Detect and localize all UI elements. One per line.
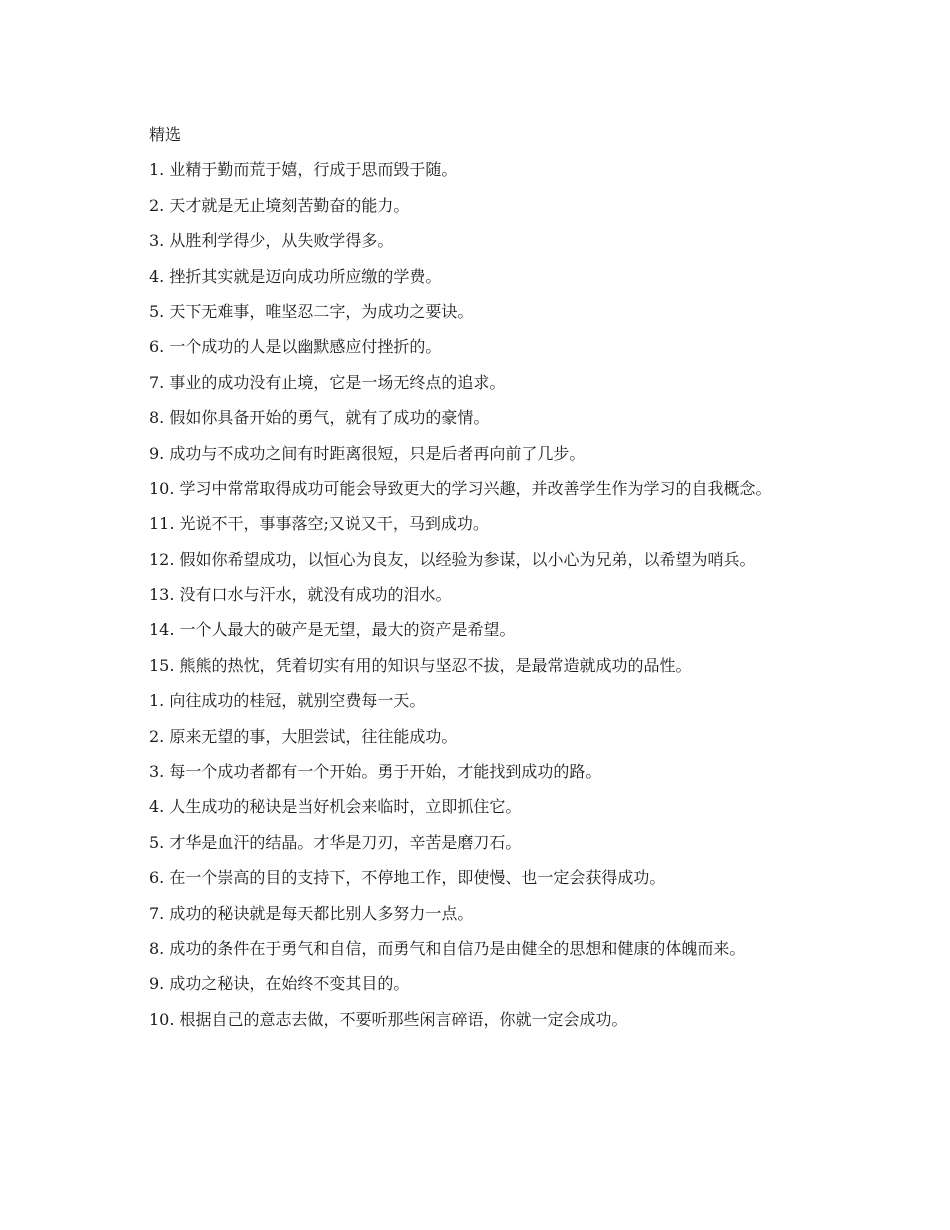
quote-item: 14. 一个人最大的破产是无望，最大的资产是希望。 <box>149 620 516 640</box>
quote-item: 4. 人生成功的秘诀是当好机会来临时，立即抓住它。 <box>149 797 522 817</box>
quote-item: 13. 没有口水与汗水，就没有成功的泪水。 <box>149 585 452 605</box>
quote-item: 10. 学习中常常取得成功可能会导致更大的学习兴趣，并改善学生作为学习的自我概念。 <box>149 478 772 498</box>
quote-item: 11. 光说不干，事事落空;又说又干，马到成功。 <box>149 514 489 534</box>
quote-item: 10. 根据自己的意志去做，不要听那些闲言碎语，你就一定会成功。 <box>149 1009 628 1029</box>
quote-item: 7. 事业的成功没有止境，它是一场无终点的追求。 <box>149 372 506 392</box>
quote-item: 15. 熊熊的热忱，凭着切实有用的知识与坚忍不拔，是最常造就成功的品性。 <box>149 655 692 675</box>
quote-item: 2. 原来无望的事，大胆尝试，往往能成功。 <box>149 726 458 746</box>
quote-item: 9. 成功之秘诀，在始终不变其目的。 <box>149 974 410 994</box>
quote-item: 6. 一个成功的人是以幽默感应付挫折的。 <box>149 337 442 357</box>
quote-item: 8. 成功的条件在于勇气和自信，而勇气和自信乃是由健全的思想和健康的体魄而来。 <box>149 938 746 958</box>
quote-item: 4. 挫折其实就是迈向成功所应缴的学费。 <box>149 266 442 286</box>
quote-item: 9. 成功与不成功之间有时距离很短，只是后者再向前了几步。 <box>149 443 586 463</box>
quote-item: 3. 每一个成功者都有一个开始。勇于开始，才能找到成功的路。 <box>149 762 602 782</box>
quote-item: 8. 假如你具备开始的勇气，就有了成功的豪情。 <box>149 408 490 428</box>
quote-item: 1. 业精于勤而荒于嬉，行成于思而毁于随。 <box>149 160 458 180</box>
quote-item: 5. 天下无难事，唯坚忍二字，为成功之要诀。 <box>149 301 474 321</box>
quote-item: 6. 在一个崇高的目的支持下，不停地工作，即使慢、也一定会获得成功。 <box>149 868 666 888</box>
quote-item: 3. 从胜利学得少，从失败学得多。 <box>149 231 394 251</box>
document-body <box>114 124 834 1044</box>
heading: 精选 <box>149 125 182 144</box>
quote-item: 2. 天才就是无止境刻苦勤奋的能力。 <box>149 195 410 215</box>
quote-item: 5. 才华是血汗的结晶。才华是刀刃，辛苦是磨刀石。 <box>149 832 522 852</box>
quote-item: 1. 向往成功的桂冠，就别空费每一天。 <box>149 691 426 711</box>
quote-item: 7. 成功的秘诀就是每天都比别人多努力一点。 <box>149 903 474 923</box>
quote-item: 12. 假如你希望成功，以恒心为良友，以经验为参谋，以小心为兄弟，以希望为哨兵。 <box>149 549 756 569</box>
